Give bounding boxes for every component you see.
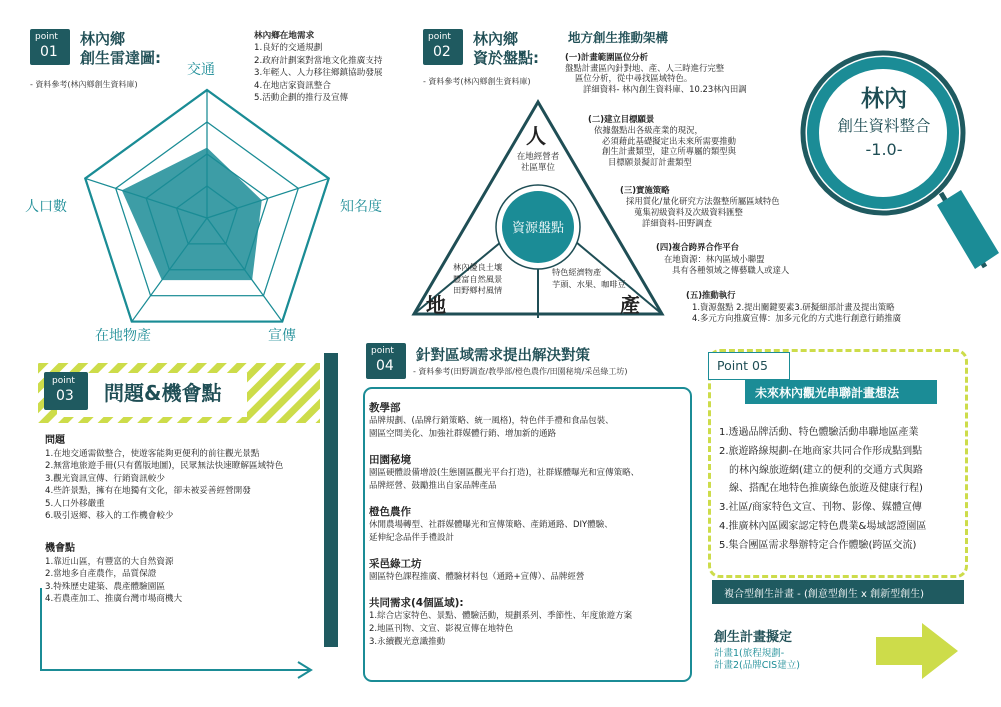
badge-line2: 創生資料整合 <box>837 117 931 135</box>
framework-line: (二)建立目標願景 <box>588 114 655 124</box>
p4-section <box>369 504 687 545</box>
p3-problems <box>45 434 283 522</box>
p5-item: 的林內線旅遊網(建立的便利的交通方式與路 <box>729 464 923 476</box>
framework-line: 區位分析，從中尋找區域特色。 <box>575 73 693 84</box>
framework-line: 依據盤點出各級產業的現況， <box>594 124 703 135</box>
framework-line: (五)推動執行 <box>686 290 736 300</box>
p3-title: 問題&機會點 <box>104 381 222 405</box>
framework-line: 採用質化/量化研究方法盤整所屬區域特色 <box>626 196 780 206</box>
p4-section-heading: 橙色農作 <box>369 506 411 518</box>
badge-line1: 林內 <box>861 86 907 112</box>
chan-line: 芋頭、水果、咖啡豆 <box>552 279 626 289</box>
triangle-ren: 人 <box>526 124 546 148</box>
problem-item: 2.無當地旅遊手冊(只有舊版地圖)，民眾無法快速瞭解區域特色 <box>45 461 284 472</box>
plan-title: 創生計畫擬定 <box>714 630 793 645</box>
framework-line: (四)複合跨界合作平台 <box>656 242 740 252</box>
triangle-center: 資源盤點 <box>511 221 564 236</box>
framework-line: 必須藉此基礎擬定出未來所需要推動 <box>602 135 736 146</box>
triangle-chan: 產 <box>620 293 640 317</box>
di-line: 田野鄉村風情 <box>453 285 503 295</box>
radar-data-area <box>122 148 262 281</box>
problem-item: 4.些許景點，擁有在地獨有文化，卻未被妥善經營開發 <box>45 486 251 497</box>
point-05-tag <box>708 352 790 380</box>
p4-section-line: 3.永續觀光意識推動 <box>369 637 446 647</box>
problem-item: 1.在地交通需做整合，使遊客能夠更便利的前往觀光景點 <box>45 449 260 459</box>
p3-opportunities <box>45 542 182 606</box>
opportunity-item: 2.當地多自產農作，品質保證 <box>45 569 157 580</box>
plan-block <box>714 628 800 672</box>
p4-section-heading: 采邑綠工坊 <box>369 558 422 570</box>
di-line: 林內優良土壤 <box>453 262 503 272</box>
framework-block-3 <box>620 185 780 229</box>
p4-section <box>369 452 687 493</box>
p1-need-item: 2.政府計劃案對當地文化推廣支持 <box>254 55 383 66</box>
point-word: point <box>52 376 75 386</box>
p1-need-item: 3.年輕人、人力移往鄉鎮協助發展 <box>254 68 383 79</box>
p4-title: 針對區域需求提出解決對策 <box>416 348 590 364</box>
badge-line3: -1.0- <box>865 140 903 159</box>
point-word: point <box>35 32 58 42</box>
p1-title-line2: 創生雷達圖: <box>80 49 161 67</box>
point-number: 01 <box>40 44 58 60</box>
chan-line: 特色經濟物產 <box>552 267 602 277</box>
p2-title-line1: 林內鄉 <box>473 30 519 48</box>
p2-title <box>473 30 539 68</box>
magnifier-icon <box>785 45 1001 285</box>
ren-line: 在地經營者 <box>516 152 560 162</box>
p4-section <box>369 556 687 584</box>
p5-item: 3.社區/商家特色文宣、刊物、影像、媒體宣傳 <box>719 502 922 514</box>
framework-block-4 <box>656 242 789 277</box>
point-number: 04 <box>376 358 394 374</box>
badge-text <box>808 84 960 162</box>
p4-section-line: 品牌規劃、(品牌行銷策略、統一風格)，特色伴手禮和食品包裝、 <box>369 416 614 426</box>
p5-item: 線、搭配在地特色推廣綠色旅遊及健康行程) <box>729 483 923 495</box>
problem-item: 6.吸引返鄉、移入的工作機會較少 <box>45 511 174 522</box>
p4-section-heading: 共同需求(4個區域): <box>369 597 464 609</box>
p4-section-line: 2.地區刊物、文宣、影視宣傳在地特色 <box>369 624 514 634</box>
p1-source: - 資料參考(林內鄉創生資料庫) <box>30 80 138 89</box>
radar-axis-label: 宣傳 <box>268 328 296 344</box>
ren-text <box>506 152 570 174</box>
p4-section-line: 園區空間美化、加強社群媒體行銷、增加新的通路 <box>369 429 557 439</box>
point-number: 03 <box>56 388 74 404</box>
point-02-tag <box>423 29 463 65</box>
point-word: point <box>428 32 451 42</box>
p4-section-line: 延伸紀念品伴手禮設計 <box>369 533 455 543</box>
p1-need-item: 5.活動企劃的推行及宣傳 <box>254 93 349 104</box>
framework-line: 具有各種領域之傳藝職人或達人 <box>672 265 790 275</box>
point-05-label: Point 05 <box>717 358 768 373</box>
radar-axis-label: 知名度 <box>340 199 382 215</box>
opportunity-item: 4.若農產加工、推廣台灣市場商機大 <box>45 594 183 605</box>
p5-item: 2.旅遊路線規劃-在地商家共同合作形成點到點 <box>719 445 923 457</box>
composite-text: 複合型創生計畫 - (創意型創生 x 創新型創生) <box>724 589 925 600</box>
p1-need-item: 4.在地店家資訊整合 <box>254 80 331 91</box>
point-number: 02 <box>433 44 451 60</box>
p4-section-line: 品牌經營、鼓勵推出自家品牌產品 <box>369 481 497 491</box>
p4-content <box>369 400 687 649</box>
framework-block-1 <box>565 52 747 94</box>
radar-axis-label: 人口數 <box>25 199 67 215</box>
framework-block-2 <box>588 114 736 168</box>
p4-section <box>369 595 687 649</box>
opportunities-title: 機會點 <box>45 543 75 554</box>
framework-line: 詳細資料-田野調查 <box>642 218 713 228</box>
triangle-di: 地 <box>426 293 446 317</box>
radar-grid-overlay <box>85 90 328 322</box>
point-word: point <box>371 346 394 356</box>
problem-item: 5.人口外移嚴重 <box>45 498 105 509</box>
framework-line: 詳細資料- 林內創生資料庫、10.23林內田調 <box>583 83 747 94</box>
opportunity-item: 3.特殊歷史建築、農產體驗園區 <box>45 581 165 592</box>
di-line: 豐富自然風景 <box>453 273 503 284</box>
p4-section-heading: 田園秘境 <box>369 454 411 466</box>
ren-line: 社區單位 <box>520 163 555 173</box>
p4-section-line: 1.綜合店家特色、景點、體驗活動，規劃系列、季節性、年度旅遊方案 <box>369 611 633 621</box>
framework-block-5 <box>686 290 901 325</box>
arrow-right-icon <box>870 617 970 687</box>
p4-section-line: 園區硬體設備增設(生態園區觀光平台打造)，社群媒體曝光和宣傳策略、 <box>369 468 640 478</box>
p4-section <box>369 400 687 441</box>
framework-line: 目標願景擬訂計畫類型 <box>608 157 692 168</box>
point-04-tag <box>366 343 406 379</box>
framework-line: 蒐集初級資料及次級資料匯整 <box>634 207 743 217</box>
framework-line: (一)計畫範圍區位分析 <box>565 52 649 62</box>
framework-line: 盤點計畫區內針對地、產、人三時進行完整 <box>565 62 725 73</box>
framework-line: 1.資源盤點 2.提出關鍵要素3.研擬細部計畫及提出策略 <box>692 301 895 312</box>
plan-item: 計畫1(旅程規劃- <box>714 648 785 659</box>
p2-source: - 資料參考(林內鄉創生資料庫) <box>423 77 531 86</box>
p5-item: 4.推廣林內區國家認定特色農業&場域認證園區 <box>719 520 927 532</box>
p2-title-line2: 資於盤點: <box>473 49 539 67</box>
p5-item: 1.透過品牌活動、特色體驗活動串聯地區產業 <box>719 427 919 438</box>
p5-title: 未來林內觀光串聯計畫想法 <box>755 386 900 400</box>
di-text <box>453 262 502 297</box>
framework-line: (三)實施策略 <box>620 185 670 195</box>
chan-text <box>552 266 626 290</box>
radar-axis-label: 交通 <box>187 62 215 78</box>
composite-bar <box>712 580 964 604</box>
p5-item: 5.集合團區需求舉辦特定合作體驗(跨區交流) <box>719 539 917 551</box>
p4-section-heading: 教學部 <box>369 402 401 414</box>
p4-section-line: 園區特色課程推廣、體驗材料包（通路+宣傳）、品牌經營 <box>369 572 585 582</box>
opportunity-item: 1.靠近山區，有豐富的大自然資源 <box>45 557 174 567</box>
framework-line: 4.多元方向推廣宣傳：加多元化的方式進行創意行銷推廣 <box>692 313 901 323</box>
p1-needs-title: 林內鄉在地需求 <box>254 31 315 41</box>
plan-item: 計畫2(品牌CIS建立) <box>714 660 800 671</box>
p1-title-line1: 林內鄉 <box>80 30 126 48</box>
p4-source: - 資料參考(田野調查/教學部/橙色農作/田園秘境/采邑綠工坊) <box>413 367 628 376</box>
problem-item: 3.觀光資訊宣傳、行銷資訊較少 <box>45 473 165 484</box>
radar-chart <box>0 0 420 350</box>
framework-line: 創生計畫類型，建立所專屬的類型與 <box>602 146 736 157</box>
p1-need-item: 1.良好的交通規劃 <box>254 43 323 54</box>
problems-title: 問題 <box>45 435 65 446</box>
radar-axis-label: 在地物產 <box>95 328 151 344</box>
p5-list <box>719 424 959 556</box>
point-03-tag <box>44 372 88 410</box>
framework-title: 地方創生推動架構 <box>568 30 669 45</box>
p4-section-line: 休閒農場轉型、社群媒體曝光和宣傳策略、產銷通路、DIY體驗、 <box>369 520 613 530</box>
p5-title-bar <box>745 380 937 404</box>
framework-line: 在地資源：林內區域小聯盟 <box>664 253 765 264</box>
